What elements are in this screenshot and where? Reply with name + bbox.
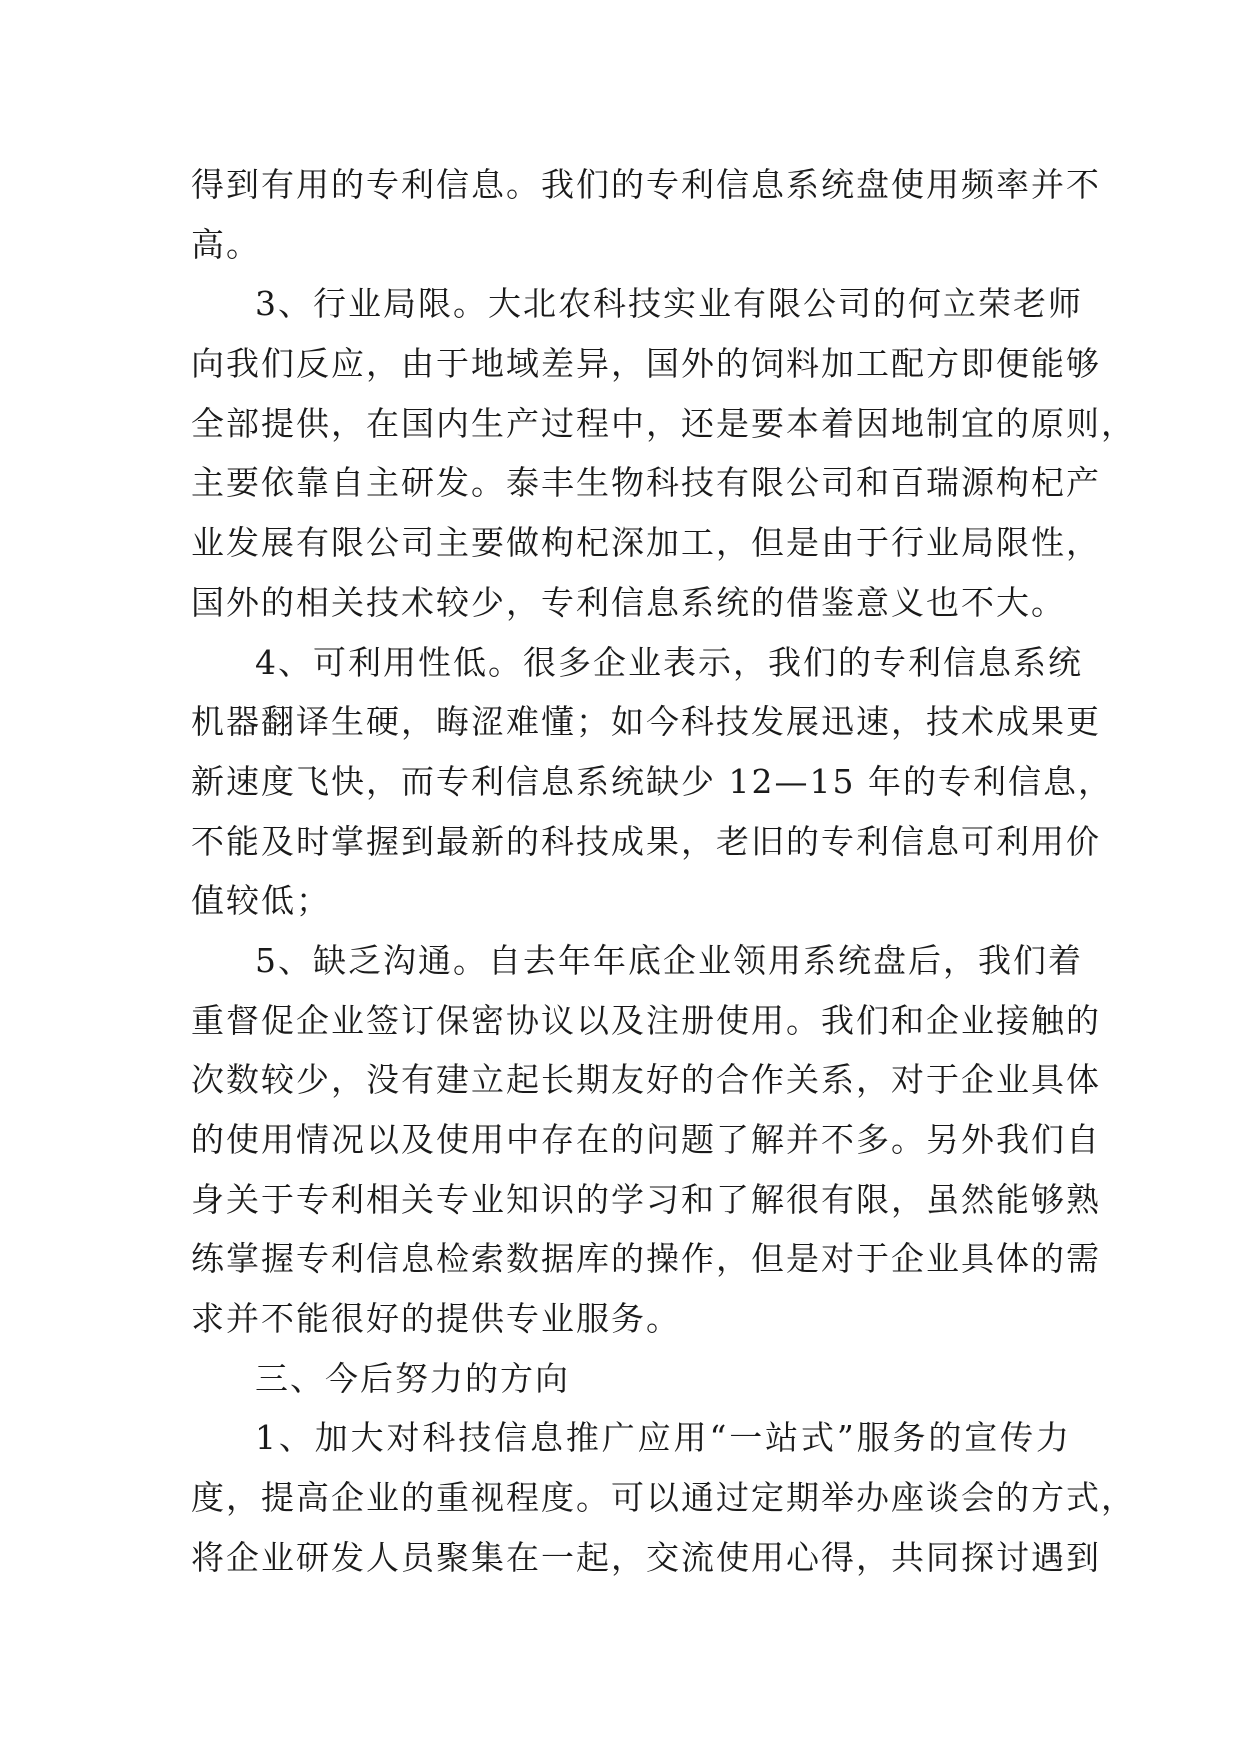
text-line: 值较低；	[191, 881, 331, 921]
text-line: 4、可利用性低。很多企业表示，我们的专利信息系统	[255, 642, 1083, 682]
text-line: 练掌握专利信息检索数据库的操作，但是对于企业具体的需	[191, 1239, 1101, 1279]
text-line: 重督促企业签订保密协议以及注册使用。我们和企业接触的	[191, 1000, 1101, 1040]
text-line: 求并不能很好的提供专业服务。	[191, 1299, 681, 1339]
text-line: 1、加大对科技信息推广应用“一站式”服务的宣传力	[255, 1418, 1071, 1458]
text-line: 将企业研发人员聚集在一起，交流使用心得，共同探讨遇到	[191, 1537, 1101, 1577]
text-line: 5、缺乏沟通。自去年年底企业领用系统盘后，我们着	[255, 940, 1083, 980]
document-body	[191, 155, 1136, 1588]
text-line: 身关于专利相关专业知识的学习和了解很有限，虽然能够熟	[191, 1179, 1101, 1219]
text-line: 度，提高企业的重视程度。可以通过定期举办座谈会的方式，	[191, 1478, 1136, 1518]
text-line: 向我们反应，由于地域差异，国外的饲料加工配方即便能够	[191, 344, 1101, 384]
text-line: 得到有用的专利信息。我们的专利信息系统盘使用频率并不	[191, 165, 1101, 204]
text-line: 国外的相关技术较少，专利信息系统的借鉴意义也不大。	[191, 582, 1066, 622]
text-line: 的使用情况以及使用中存在的问题了解并不多。另外我们自	[191, 1120, 1101, 1159]
text-line: 次数较少，没有建立起长期友好的合作关系，对于企业具体	[191, 1060, 1101, 1100]
text-line: 全部提供，在国内生产过程中，还是要本着因地制宜的原则，	[191, 403, 1136, 443]
text-line: 业发展有限公司主要做枸杞深加工，但是由于行业局限性，	[191, 523, 1101, 563]
text-line: 新速度飞快，而专利信息系统缺少 12—15 年的专利信息，	[191, 761, 1113, 801]
text-line: 不能及时掌握到最新的科技成果，老旧的专利信息可利用价	[191, 821, 1101, 861]
text-line: 机器翻译生硬，晦涩难懂；如今科技发展迅速，技术成果更	[191, 702, 1101, 742]
text-line: 3、行业局限。大北农科技实业有限公司的何立荣老师	[255, 284, 1083, 324]
text-line: 主要依靠自主研发。泰丰生物科技有限公司和百瑞源枸杞产	[191, 463, 1101, 503]
text-line: 高。	[191, 224, 261, 264]
section-heading: 三、今后努力的方向	[255, 1358, 570, 1398]
